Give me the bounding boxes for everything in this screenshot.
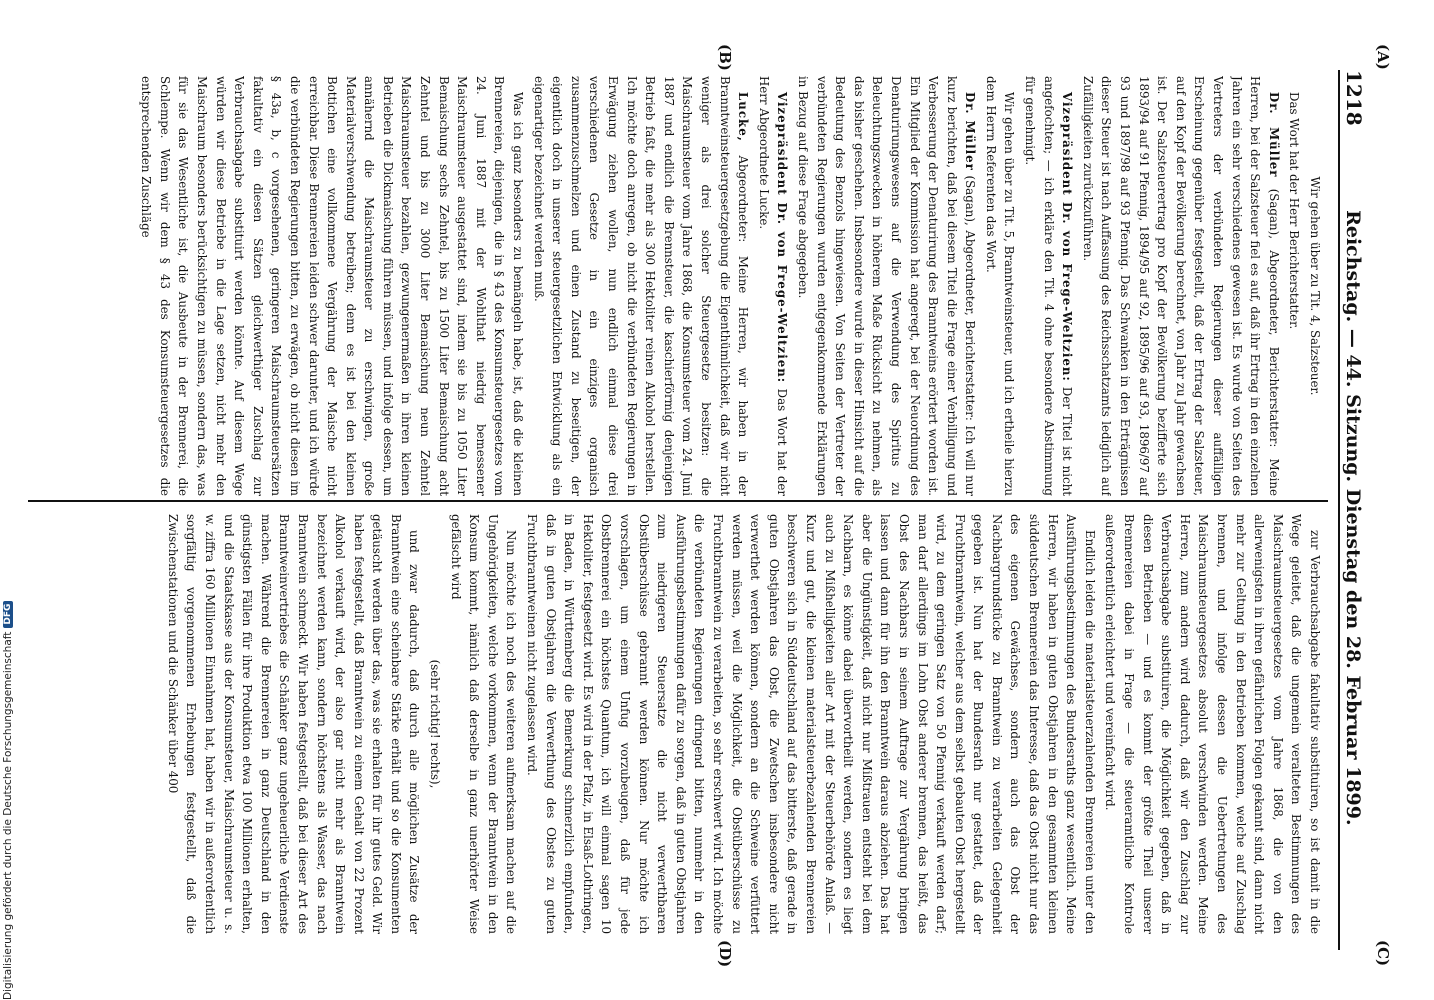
paragraph <box>981 76 1018 496</box>
paragraph <box>137 76 527 496</box>
speaker-name: Dr. Müller <box>1266 92 1281 178</box>
speaker-name: Vizepräsident Dr. von Frege-Weltzien: <box>1060 92 1075 382</box>
paragraph <box>163 514 423 934</box>
paragraph-text: Endlich leiden die materialsteuerzahlenden Brennereien unter den Ausführungsbestimmungen des Bundesraths ganz wesentlich. Meine Herren, wir haben in guten Obstjahren in den gesammten kleinen süddeutschen Brennereien das Interesse, daß das Obst nicht nur das des eigenen Gewächses, sondern auch das Obst der Nachbargrundstücke zu Branntwein zu verarbeiten Gelegenheit gegeben ist. Nun hat der Bundesrath nur gestattet, daß der Fruchtbranntwein, welcher aus dem selbst gebauten Obst hergestellt wird, zu dem geringen Satz von 50 Pfennig verkauft werden darf; man darf allerdings im Lohn Obst anderer brennen, das heißt, das Obst des Nachbars in seinem Auftrage zur Vergährung bringen lassen und dann für ihn den Branntwein daraus abziehen. Das hat aber die Ungünstigkeit, daß nicht nur Mißtrauen entsteht bei dem Nachbarn, es könne dabei übervortheilt werden, sondern es liegt auch zu Mißhelligkeiten aller Art mit der Steuerbehörde Anlaß. — Kurz und gut, die kleinen materialsteuerbezahlenden Brennereien beschweren sich in Süddeutschland auf das bitterste, daß gerade in guten Obstjahren das Obst, die Zwetschen insbesondere nicht verwerthet werden können, sondern an die Schweine verfüttert werden müssen, weil die Möglichkeit, die Obstüberschüsse zu Fruchtbranntwein zu verarbeiten, so sehr erschwert wird. Ich möchte die verbündeten Regierungen dringend bitten, nunmehr in den Ausführungsbestimmungen dafür zu sorgen, daß in guten Obstjahren zum niedrigeren Steuersatze die nicht verwerthbaren Obstüberschüsse gebrannt werden können. Nur möchte ich vorschlagen, um einem Unfug vorzubeugen, daß für jede Obstbrennerei ein höchstes Quantum, ich will einmal sagen 10 Hektoliter, festgesetzt wird. Es wird in der Pfalz, in Elsaß-Lothringen, in Baden, in Württemberg die Bemerkung schmerzlich empfunden, daß in guten Obstjahren die Verwerthung des Obstes zu guten Fruchtbranntweinen nicht zugelassen wird. <box>525 514 1097 934</box>
paragraph <box>522 514 1098 934</box>
margin-marker-d: (D) <box>716 940 734 968</box>
paragraph-text: (sehr richtig! rechts), <box>428 659 443 789</box>
column-divider <box>28 500 1328 502</box>
paragraph-text: (Sagan), Abgeordneter, Berichterstatter: Meine Herren, bei der Salzsteuer fiel es auf, daß ihr Ertrag in den einzelnen Jahren ein sehr verschiedenes gewesen ist. Es wurde von Seiten des Vertreters der verbündeten Regierungen dieser auffälligen Erscheinung gegenüber festgestellt, daß der Ertrag der Salzsteuer, auf den Kopf der Bevölkerung berechnet, von Jahr zu Jahr gewachsen ist. Der Salzsteuerertrag pro Kopf der Bevölkerung bezifferte sich 1893/94 auf 91 Pfennig, 1894/95 auf 92, 1895/96 auf 93, 1896/97 auf 93 und 1897/98 auf 93 Pfennig. Das Schwanken in den Erträgnissen dieser Steuer ist nach Auffassung des Reichsschatzamts lediglich auf Zufälligkeiten zurückzuführen. <box>1080 76 1281 496</box>
paragraph-text: Der Titel ist nicht angefochten; — ich erkläre den Tit. 4 ohne besondere Abstimmung für genehmigt. <box>1023 76 1075 496</box>
page-number: 1218 <box>1342 70 1366 126</box>
dfg-logo: DFG <box>3 601 13 628</box>
paragraph <box>446 514 520 934</box>
page-title: Reichstag. — 44. Sitzung. Dienstag den 28. Februar 1899. <box>1342 210 1364 826</box>
speaker-name: Dr. Müller <box>963 92 978 171</box>
paragraph <box>793 76 979 496</box>
paragraph-text: Was ich ganz besonders zu bemängeln habe, ist, daß die kleinen Brennereien, diejenigen, die in § 43 des Konsumsteuergesetzes vom 24. Juni 1887 mit der Wohlthat niedrig bemessener Maischraumsteuer ausgestattet sind, indem sie bis zu 1050 Liter Bemaischung sechs Zehntel, bis zu 1500 Liter Bemaischung acht Zehntel und bis zu 3000 Liter Bemaischung neun Zehntel Maischraumsteuer bezahlen, gezwungenermaßen in ihren kleinen Betrieben die Dickmaischung führen müssen, und infolge dessen, um annähernd die Maischraumsteuer zu erschwingen, große Materialverschwendung betreiben; denn es ist bei den kleinen Bottichen eine vollkommene Vergährung der Maische nicht erreichbar. Diese Brennereien leiden schwer darunter, und ich würde die verbündeten Regierungen bitten, zu erwägen, ob nicht diesen im § 43a, b, c vorgesehenen, geringeren Maischraumsteuersätzen fakultativ ein diesen Sätzen gleichwerthiger Zuschlag zur Verbrauchsabgabe substituirt werden könnte. Auf diesem Wege würden wir diese Betriebe in die Lage setzen, nicht mehr den Maischraum besonders berücksichtigen zu müssen, sondern das, was für sie das Wesentliche ist, die Ausbeute in der Brennerei, die Schlempe. Wenn wir dem § 43 des Konsumsteuergesetzes die entsprechenden Zuschläge <box>139 76 526 496</box>
paragraph <box>1101 514 1324 934</box>
page-header <box>1342 70 1382 950</box>
paragraph-text: Wir gehen über zu Tit. 4, Salzsteuer. <box>1308 176 1322 396</box>
paragraph-text: (Sagan), Abgeordneter, Berichterstatter: Ich will nur kurz berichten, daß bei diesem Titel die Frage einer Verbilligung und Verbesserung der Denaturirung des Branntweins erörtert worden ist. Ein Mitglied der Kommission hat angeregt, bei der Neuordnung des Denaturirungswesens auf die Verwendung des Spiritus zu Beleuchtungszwecken in höherem Maße Rücksicht zu nehmen, als das bisher geschehen. Insbesondere wurde in dieser Hinsicht auf die Bedeutung des Benzols hingewiesen. Von Seiten der Vertreter der verbündeten Regierungen wurden entgegenkommende Erklärungen in Bezug auf diese Frage abgegeben. <box>795 76 978 496</box>
paragraph-text: Das Wort hat der Herr Berichterstatter. <box>1287 92 1302 330</box>
paragraph <box>1305 76 1324 496</box>
paragraph-text: zur Verbrauchsabgabe fakultativ substituiren, so ist damit in die Wege geleitet, daß die ungemein veralteten Bestimmungen des Maischraumsteuergesetzes vom Jahre 1868, die von den allerwenigsten in ihren gefährlichen Folgen gekannt sind, dann nicht mehr zur Geltung in den Betrieben kommen, welche auf Zuschlag brennen, und infolge dessen die Uebertretungen des Maischraumsteuergesetzes absolut verschwinden werden. Meine Herren, zum andern wird dadurch, daß wir den Zuschlag zur Verbrauchsabgabe substituiren, die Möglichkeit gegeben, daß in diesen Betrieben — und es kommt der größte Theil unserer Brennereien dabei in Frage — die steueramtliche Kontrole außerordentlich erleichtert und vereinfacht wird. <box>1103 514 1322 934</box>
margin-marker-a: (A) <box>1374 44 1392 70</box>
paragraph-text: Abgeordneter: Meine Herren, wir haben in der Branntweinsteuergesetzgebung die Eigenthümlichkeit, daß wir nicht weniger als drei solcher Steuergesetze besitzen: die Maischraumsteuer vom Jahre 1868, die Konsumsteuer vom 24. Juni 1887 und endlich die Brennsteuer, die kaschierförmig denjenigen Betrieb faßt, die mehr als 300 Hektoliter reinen Alkohol herstellen. Ich möchte doch anregen, ob nicht die verbündeten Regierungen in Erwägung ziehen wollen, nun endlich einmal diese drei verschiedenen Gesetze in ein einziges organisch zusammenzuschmelzen und einen Zustand zu beseitigen, der eigentlich doch in unserer steuergesetzlichen Entwicklung als ein eigenartiger bezeichnet werden muß. <box>531 76 751 496</box>
credit-text: Digitalisierung gefördert durch die Deutsche Forschungsgemeinschaft <box>2 631 14 1000</box>
paragraph <box>529 76 752 496</box>
paragraph <box>1078 76 1283 496</box>
digitization-credit <box>2 601 14 1000</box>
paragraph <box>1285 76 1304 496</box>
paragraph <box>426 514 445 934</box>
left-column <box>34 76 1324 496</box>
paragraph <box>1021 76 1077 496</box>
right-column <box>34 514 1324 934</box>
margin-marker-b: (B) <box>716 44 734 71</box>
paragraph-text: Nun möchte ich noch des weiteren aufmerksam machen auf die Ungehörigkeiten, welche vorkommen, wenn der Branntwein in den Konsum kommt, nämlich daß derselbe in ganz unerhörter Weise gefälscht wird <box>448 514 519 934</box>
paragraph-text: Wir gehen über zu Tit. 5, Branntweinsteuer, und ich ertheile hierzu dem Herrn Referenten das Wort. <box>983 76 1017 496</box>
paragraph <box>754 76 791 496</box>
speaker-name: Vizepräsident Dr. von Frege-Weltzien: <box>775 92 790 384</box>
margin-marker-c: (C) <box>1374 940 1392 967</box>
paragraph-text: und zwar dadurch, daß durch alle möglichen Zusätze der Branntwein eine scheinbare Stärke erhält und so die Konsumenten getäuscht werden über das, was sie erhalten für ihr gutes Geld. Wir haben festgestellt, daß Branntwein zu einem Gehalt von 22 Prozent Alkohol verkauft wird, der also gar nicht mehr als Branntwein bezeichnet werden kann, sondern höchstens als Wasser, das nach Branntwein schmeckt. Wir haben festgestellt, daß bei dieser Art des Branntweinvertriebes die Schänker ganz ungeheuerliche Verdienste machen. Während die Brennereien in ganz Deutschland in den günstigsten Fällen für ihre Produktion etwa 100 Millionen erhalten, und die Staatskasse aus der Konsumsteuer, Maischraumsteuer u. s. w. ziffra 160 Millionen Einnahmen hat, haben wir in außerordentlich sorgfältig vorgenommenen Erhebungen festgestellt, daß die Zwischenstationen und die Schänker über 400 <box>165 514 422 934</box>
paragraph-text: Das Wort hat der Herr Abgeordnete Lucke. <box>756 76 790 496</box>
speaker-name: Lucke, <box>736 92 751 142</box>
header-rule <box>1338 70 1340 950</box>
